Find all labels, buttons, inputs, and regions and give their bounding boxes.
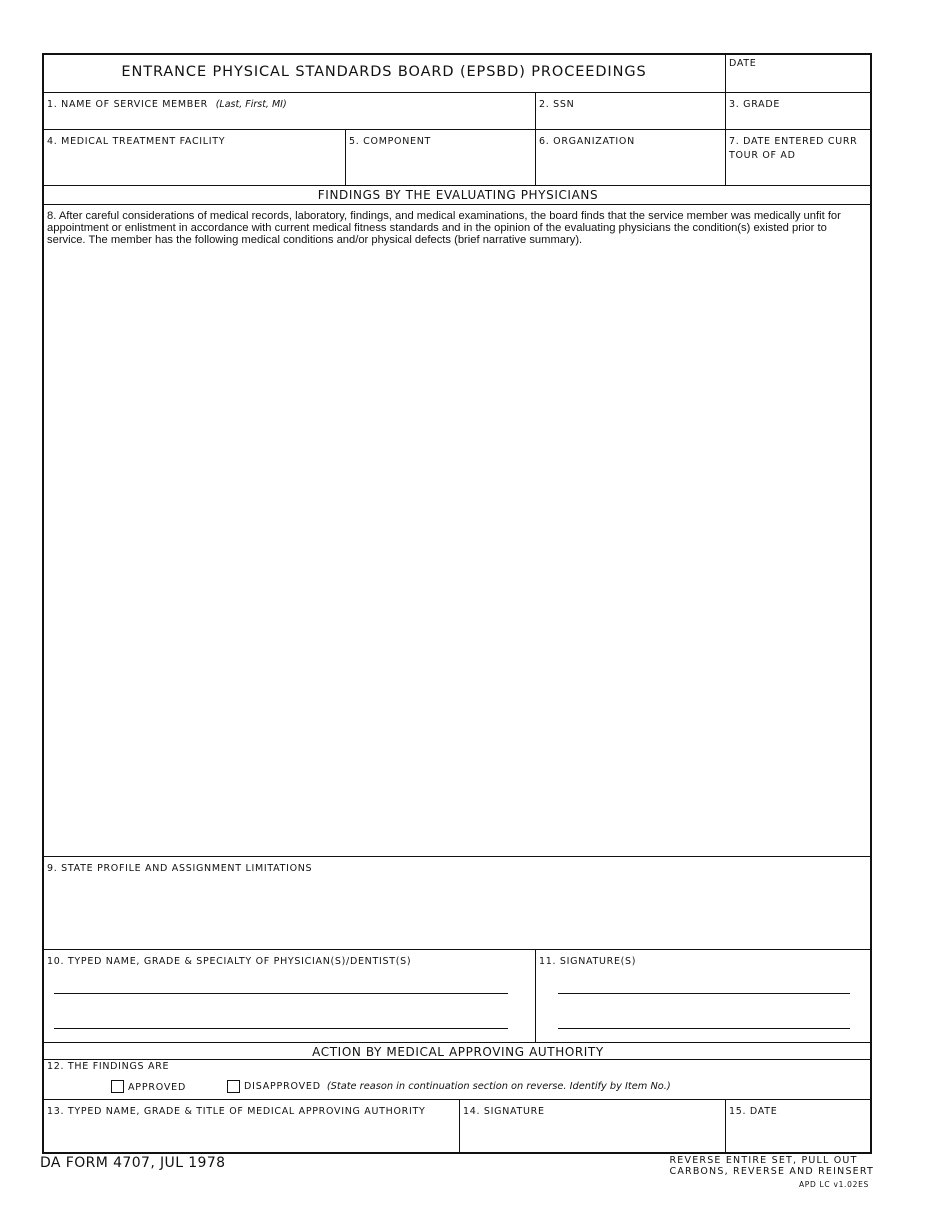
item2-label: 2. SSN bbox=[539, 99, 575, 110]
approved-checkbox[interactable] bbox=[111, 1080, 124, 1093]
item11-label: 11. SIGNATURE(S) bbox=[539, 956, 637, 967]
date-entered-tour-field[interactable] bbox=[726, 130, 872, 186]
date-field[interactable] bbox=[726, 55, 872, 93]
item4-label: 4. MEDICAL TREATMENT FACILITY bbox=[47, 136, 226, 147]
item13-label: 13. TYPED NAME, GRADE & TITLE OF MEDICAL APPROVING AUTHORITY bbox=[47, 1106, 426, 1117]
approved-label: APPROVED bbox=[128, 1082, 187, 1093]
component-field[interactable] bbox=[346, 130, 536, 186]
item10-label: 10. TYPED NAME, GRADE & SPECIALTY OF PHYSICIAN(S)/DENTIST(S) bbox=[47, 956, 412, 967]
grade-field[interactable] bbox=[726, 93, 872, 130]
carbon-instructions bbox=[670, 1155, 875, 1177]
form-version: APD LC v1.02ES bbox=[798, 1180, 869, 1189]
epsbd-form bbox=[42, 53, 872, 1154]
item1-label-wrap bbox=[47, 98, 287, 112]
form-title: ENTRANCE PHYSICAL STANDARDS BOARD (EPSBD) PROCEEDINGS bbox=[121, 64, 647, 80]
approving-authority-section-header bbox=[44, 1043, 872, 1060]
narrative-summary-field[interactable] bbox=[44, 205, 872, 857]
findings-section-header bbox=[44, 186, 872, 205]
signature-line-2[interactable] bbox=[558, 1028, 850, 1029]
approving-authority-name-field[interactable] bbox=[44, 1100, 460, 1154]
profile-limitations-field[interactable] bbox=[44, 857, 872, 950]
service-member-name-field[interactable] bbox=[44, 93, 536, 130]
item5-label: 5. COMPONENT bbox=[349, 136, 432, 147]
item1-hint: (Last, First, MI) bbox=[215, 99, 287, 110]
physician-signatures-field[interactable] bbox=[536, 950, 872, 1043]
disapproved-label: DISAPPROVED bbox=[244, 1081, 321, 1092]
findings-decision-field bbox=[44, 1060, 872, 1100]
item8-text: 8. After careful considerations of medical records, laboratory, findings, and medical examinations, the board finds that the service member was medically unfit for appointment or enlistment in accordance with current medical fitness standards and in the opinion of the evaluating physicians the condition(s) existed prior to service. The member has the following medical conditions and/or physical defects (brief narrative summary). bbox=[47, 210, 841, 246]
item9-label: 9. STATE PROFILE AND ASSIGNMENT LIMITATIONS bbox=[47, 863, 313, 874]
approving-signature-field[interactable] bbox=[460, 1100, 726, 1154]
item1-label: 1. NAME OF SERVICE MEMBER bbox=[47, 99, 208, 110]
ssn-field[interactable] bbox=[536, 93, 726, 130]
instruction-line-1: REVERSE ENTIRE SET, PULL OUT bbox=[669, 1155, 858, 1166]
item7-label-line1: 7. DATE ENTERED CURR bbox=[729, 136, 858, 147]
medical-treatment-facility-field[interactable] bbox=[44, 130, 346, 186]
disapproved-note: (State reason in continuation section on reverse. Identify by Item No.) bbox=[326, 1081, 671, 1092]
item12-label: 12. THE FINDINGS ARE bbox=[47, 1061, 170, 1072]
organization-field[interactable] bbox=[536, 130, 726, 186]
item15-label: 15. DATE bbox=[729, 1106, 778, 1117]
item7-label-line2: TOUR OF AD bbox=[729, 150, 796, 161]
disapproved-checkbox[interactable] bbox=[227, 1080, 240, 1093]
form-identifier: DA FORM 4707, JUL 1978 bbox=[40, 1155, 226, 1171]
physician-name-line-2[interactable] bbox=[54, 1028, 508, 1029]
title-cell bbox=[44, 55, 726, 93]
item14-label: 14. SIGNATURE bbox=[463, 1106, 545, 1117]
physician-name-line-1[interactable] bbox=[54, 993, 508, 994]
findings-header-text: FINDINGS BY THE EVALUATING PHYSICIANS bbox=[317, 188, 599, 202]
item6-label: 6. ORGANIZATION bbox=[539, 136, 635, 147]
disapproved-option bbox=[244, 1081, 671, 1092]
approval-date-field[interactable] bbox=[726, 1100, 872, 1154]
approving-header-text: ACTION BY MEDICAL APPROVING AUTHORITY bbox=[312, 1045, 604, 1059]
instruction-line-2: CARBONS, REVERSE AND REINSERT bbox=[669, 1166, 874, 1177]
item3-label: 3. GRADE bbox=[729, 99, 781, 110]
date-label: DATE bbox=[729, 58, 757, 69]
physician-names-field[interactable] bbox=[44, 950, 536, 1043]
signature-line-1[interactable] bbox=[558, 993, 850, 994]
